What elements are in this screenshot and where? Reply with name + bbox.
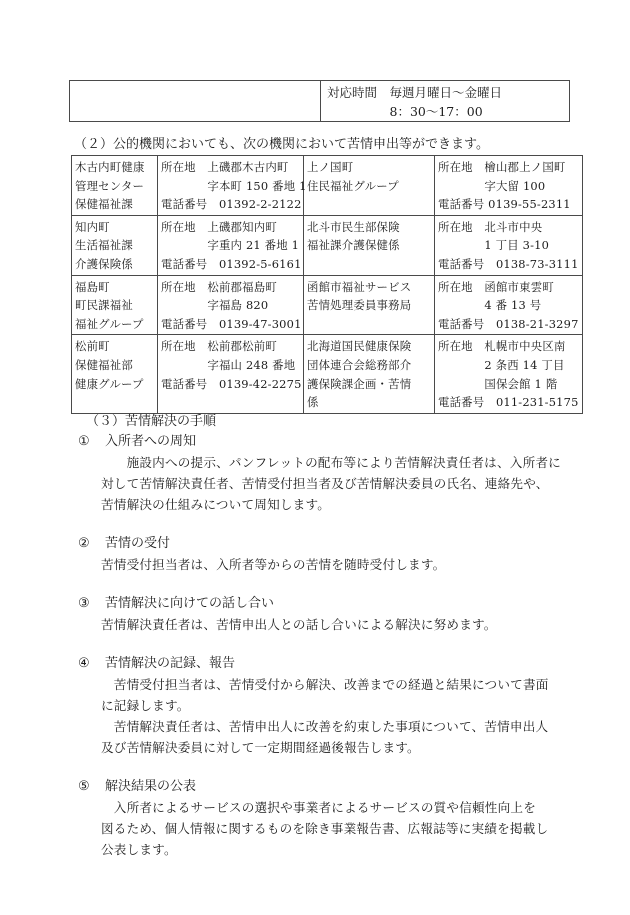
- agency-address-cell: [158, 215, 304, 275]
- office-hours-box: [69, 80, 570, 122]
- procedure-step: [78, 594, 588, 635]
- hours-line: 8：30～17：00: [327, 104, 483, 119]
- agency-name-cell: [304, 335, 435, 413]
- cell-line: 字本町 150 番地 1: [161, 178, 307, 193]
- step-body-line: 施設内への提示、パンフレットの配布等により苦情解決責任者は、入所者に: [101, 455, 561, 470]
- step-body-line: 公表します。: [101, 842, 177, 857]
- cell-line: 団体連合会総務部介: [307, 357, 412, 372]
- cell-line: 電話番号 0139-42-2275: [161, 376, 302, 391]
- procedure-step: [78, 777, 588, 860]
- step-title-text: 苦情解決の記録、報告: [105, 656, 236, 671]
- hours-line: 対応時間 毎週月曜日～金曜日: [327, 85, 503, 100]
- cell-line: 保健福祉課: [75, 197, 133, 212]
- step-body-line: 図るため、個人情報に関するものを除き事業報告書、広報誌等に実績を掲載し: [101, 821, 549, 836]
- cell-line: 管理センター: [75, 178, 145, 193]
- agency-address-cell: [435, 215, 583, 275]
- step-title: [78, 777, 588, 797]
- table-row: [72, 275, 583, 335]
- agency-name-cell: [304, 156, 435, 216]
- procedure-step: [78, 534, 588, 575]
- cell-line: 字福島 820: [161, 298, 269, 313]
- agency-address-cell: [158, 156, 307, 216]
- step-body-line: 苦情受付担当者は、入所者等からの苦情を随時受付します。: [101, 557, 446, 572]
- cell-line: 電話番号 011-231-5175: [438, 395, 579, 410]
- cell-line: 健康グループ: [75, 376, 144, 391]
- cell-line: 護保険課企画・苦情: [307, 376, 412, 391]
- step-number: ②: [78, 536, 90, 551]
- agency-name-cell: [304, 275, 435, 335]
- agency-address-cell: [435, 275, 583, 335]
- step-title-text: 解決結果の公表: [105, 779, 197, 794]
- cell-line: 知内町: [75, 219, 110, 234]
- agency-table-body: [72, 156, 583, 414]
- cell-line: 字大留 100: [438, 178, 546, 193]
- cell-line: 福祉課介護保健係: [307, 238, 400, 253]
- hours-box-divider: [320, 81, 321, 121]
- step-body-line: 苦情解決責任者は、苦情申出人との話し合いによる解決に努めます。: [101, 617, 497, 632]
- cell-line: 福島町: [75, 279, 110, 294]
- step-body-line: 苦情解決の仕組みについて周知します。: [101, 497, 331, 512]
- cell-line: 苦情処理委員事務局: [307, 298, 412, 313]
- cell-line: 1 丁目 3-10: [438, 238, 550, 253]
- cell-line: 北海道国民健康保険: [307, 339, 412, 354]
- agency-name-cell: [72, 156, 158, 216]
- cell-line: 所在地 上磯郡木古内町: [161, 160, 289, 174]
- cell-line: 住民福祉グループ: [307, 178, 399, 193]
- step-number: ③: [78, 596, 90, 611]
- procedure-step: [78, 432, 588, 515]
- step-number: ①: [78, 434, 90, 449]
- cell-line: 所在地 檜山郡上ノ国町: [438, 160, 566, 174]
- cell-line: 所在地 松前郡松前町: [161, 339, 277, 354]
- cell-line: 電話番号 0138-21-3297: [438, 316, 579, 331]
- agency-name-cell: [72, 275, 158, 335]
- cell-line: 所在地 上磯郡知内町: [161, 219, 277, 234]
- step-title: [78, 534, 588, 554]
- cell-line: 所在地 函館市東雲町: [438, 279, 554, 294]
- step-title: [78, 594, 588, 614]
- agency-address-cell: [158, 275, 304, 335]
- cell-line: 電話番号 0138-73-3111: [438, 256, 579, 271]
- table-row: [72, 215, 583, 275]
- cell-line: 所在地 北斗市中央: [438, 219, 543, 234]
- step-title: [78, 432, 588, 452]
- step-title-text: 入所者への周知: [105, 434, 197, 449]
- public-agency-table: [71, 155, 583, 414]
- cell-line: 木古内町健康: [75, 160, 145, 174]
- step-title: [78, 654, 588, 674]
- step-body-line: 入所者によるサービスの選択や事業者によるサービスの質や信頼性向上を: [101, 800, 536, 815]
- cell-line: 電話番号 0139-55-2311: [438, 197, 571, 212]
- step-body-line: 対して苦情解決責任者、苦情受付担当者及び苦情解決委員の氏名、連絡先や、: [101, 476, 549, 491]
- cell-line: 係: [307, 395, 319, 410]
- agency-name-cell: [72, 335, 158, 413]
- cell-line: 字福山 248 番地: [161, 357, 296, 372]
- step-body-line: 及び苦情解決委員に対して一定期間経過後報告します。: [101, 740, 420, 755]
- complaint-procedure-section: [78, 412, 588, 860]
- step-body-line: に記録します。: [101, 698, 190, 713]
- cell-line: 電話番号 0139-47-3001: [161, 316, 302, 331]
- procedure-step: [78, 654, 588, 758]
- step-title-text: 苦情解決に向けての話し合い: [105, 596, 275, 611]
- cell-line: 介護保険係: [75, 256, 133, 271]
- cell-line: 上ノ国町: [307, 160, 354, 174]
- procedure-steps: [78, 432, 588, 860]
- office-hours-text: [327, 83, 502, 121]
- agency-name-cell: [72, 215, 158, 275]
- table-row: [72, 156, 583, 216]
- cell-line: 保健福祉部: [75, 357, 133, 372]
- cell-line: 所在地 松前郡福島町: [161, 279, 277, 294]
- cell-line: 北斗市民生部保険: [307, 219, 400, 234]
- cell-line: 函館市福祉サービス: [307, 279, 412, 294]
- cell-line: 所在地 札幌市中央区南: [438, 339, 566, 354]
- cell-line: 生活福祉課: [75, 238, 133, 253]
- table-row: [72, 335, 583, 413]
- cell-line: 字重内 21 番地 1: [161, 238, 300, 253]
- step-number: ④: [78, 656, 90, 671]
- cell-line: 松前町: [75, 339, 110, 354]
- step-title-text: 苦情の受付: [105, 536, 171, 551]
- cell-line: 電話番号 01392-2-2122: [161, 197, 302, 212]
- agency-address-cell: [435, 156, 583, 216]
- cell-line: 2 条西 14 丁目: [438, 357, 565, 372]
- agency-address-cell: [435, 335, 583, 413]
- cell-line: 福祉グループ: [75, 316, 144, 331]
- cell-line: 町民課福祉: [75, 298, 133, 313]
- agency-address-cell: [158, 335, 304, 413]
- agency-name-cell: [304, 215, 435, 275]
- step-body-line: 苦情受付担当者は、苦情受付から解決、改善までの経過と結果について書面: [101, 677, 549, 692]
- cell-line: 国保会館 1 階: [438, 376, 558, 391]
- step-body-line: 苦情解決責任者は、苦情申出人に改善を約束した事項について、苦情申出人: [101, 719, 549, 734]
- section-3-heading: （３）苦情解決の手順: [86, 414, 217, 429]
- section-2-heading: （２）公的機関においても、次の機関において苦情申出等ができます。: [74, 137, 489, 152]
- cell-line: 電話番号 01392-5-6161: [161, 256, 302, 271]
- step-number: ⑤: [78, 779, 90, 794]
- cell-line: 4 番 13 号: [438, 298, 542, 313]
